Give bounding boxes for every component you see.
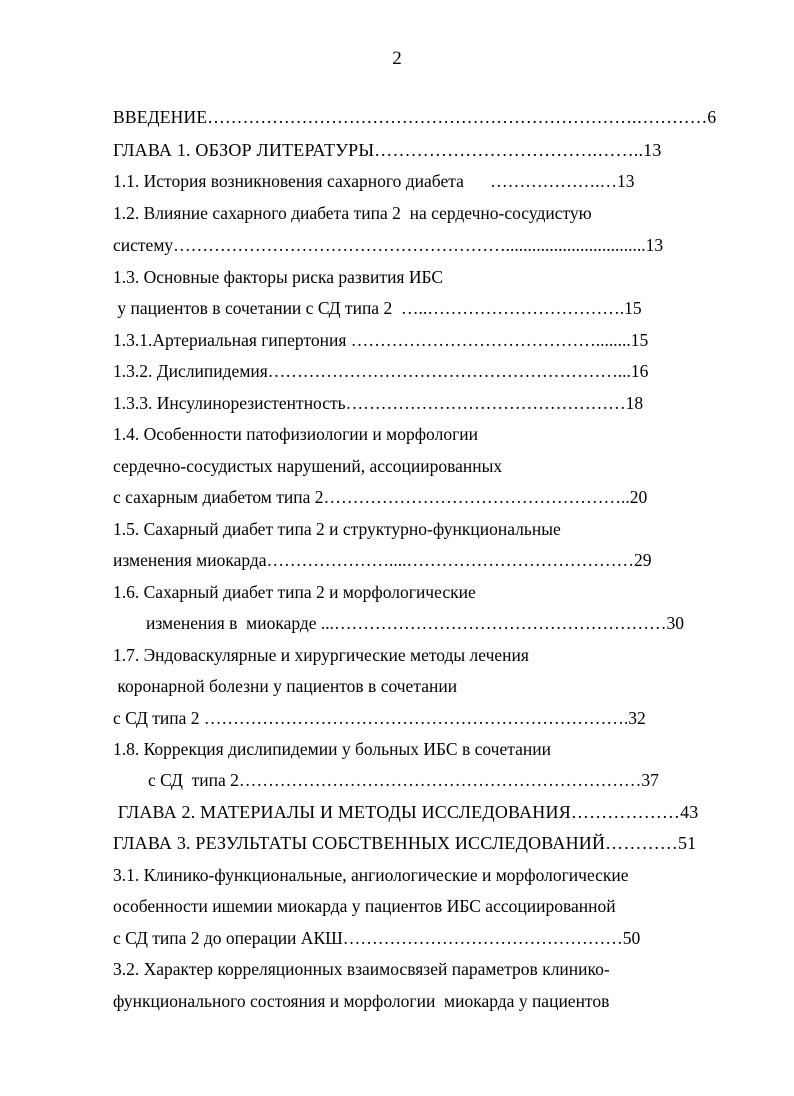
toc-entry-1-6-cont: изменения в миокарде ...…………………………………………………30 xyxy=(146,613,685,633)
toc-entry-3-1: 3.1. Клинико-функциональные, ангиологические и морфологические xyxy=(113,865,629,885)
toc-entry-1-2: 1.2. Влияние сахарного диабета типа 2 на сердечно-сосудистую xyxy=(113,203,592,223)
toc-entry-1-8: 1.8. Коррекция дислипидемии у больных ИБС в сочетании xyxy=(113,739,551,759)
toc-entry-1-7-cont: коронарной болезни у пациентов в сочетании xyxy=(113,676,458,696)
toc-entry-introduction: ВВЕДЕНИЕ……………………………………………………………….…………6 xyxy=(113,107,717,127)
toc-entry-1-4-cont: с сахарным диабетом типа 2……………………………………………..20 xyxy=(113,487,648,507)
toc-entry-1-3-3: 1.3.3. Инсулинорезистентность…………………………………………18 xyxy=(113,393,644,413)
toc-entry-1-5-cont: изменения миокарда…………………....…………………………………29 xyxy=(113,550,652,570)
toc-entry-1-3-1: 1.3.1.Артериальная гипертония ……………………………………........15 xyxy=(113,330,649,350)
toc-entry-1-7-cont: с СД типа 2 ……………………………………………………………….32 xyxy=(113,708,646,728)
toc-entry-1-3-2: 1.3.2. Дислипидемия……………………………………………………...16 xyxy=(113,361,649,381)
toc-entry-1-4-cont: сердечно-сосудистых нарушений, ассоциированных xyxy=(113,456,503,476)
toc-entry-chapter-2: ГЛАВА 2. МАТЕРИАЛЫ И МЕТОДЫ ИССЛЕДОВАНИЯ………………43 xyxy=(113,802,699,822)
toc-entry-1-5: 1.5. Сахарный диабет типа 2 и структурно-функциональные xyxy=(113,519,561,539)
toc-entry-chapter-1: ГЛАВА 1. ОБЗОР ЛИТЕРАТУРЫ……………………………….……..13 xyxy=(113,140,662,160)
toc-entry-3-2: 3.2. Характер корреляционных взаимосвязей параметров клинико- xyxy=(113,959,610,979)
toc-entry-1-3-cont: у пациентов в сочетании с СД типа 2 …..…………………………….15 xyxy=(113,298,642,318)
toc-entry-3-1-cont: особенности ишемии миокарда у пациентов ИБС ассоциированной xyxy=(113,896,616,916)
toc-entry-1-1: 1.1. История возникновения сахарного диабета ……………….…13 xyxy=(113,171,635,191)
toc-entry-1-6: 1.6. Сахарный диабет типа 2 и морфологические xyxy=(113,582,476,602)
toc-entry-1-3: 1.3. Основные факторы риска развития ИБС xyxy=(113,267,444,287)
page-number: 2 xyxy=(392,48,402,69)
toc-entry-1-7: 1.7. Эндоваскулярные и хирургические методы лечения xyxy=(113,645,529,665)
toc-entry-1-8-cont: с СД типа 2……………………………………………………………37 xyxy=(148,770,659,790)
toc-entry-1-4: 1.4. Особенности патофизиологии и морфологии xyxy=(113,424,478,444)
toc-entry-3-2-cont: функционального состояния и морфологии миокарда у пациентов xyxy=(113,991,610,1011)
toc-entry-1-2-cont: систему…………………………………………………................................13 xyxy=(113,235,664,255)
toc-entry-chapter-3: ГЛАВА 3. РЕЗУЛЬТАТЫ СОБСТВЕННЫХ ИССЛЕДОВАНИЙ…………51 xyxy=(113,833,697,853)
toc-entry-3-1-cont: с СД типа 2 до операции АКШ…………………………………………50 xyxy=(113,928,641,948)
